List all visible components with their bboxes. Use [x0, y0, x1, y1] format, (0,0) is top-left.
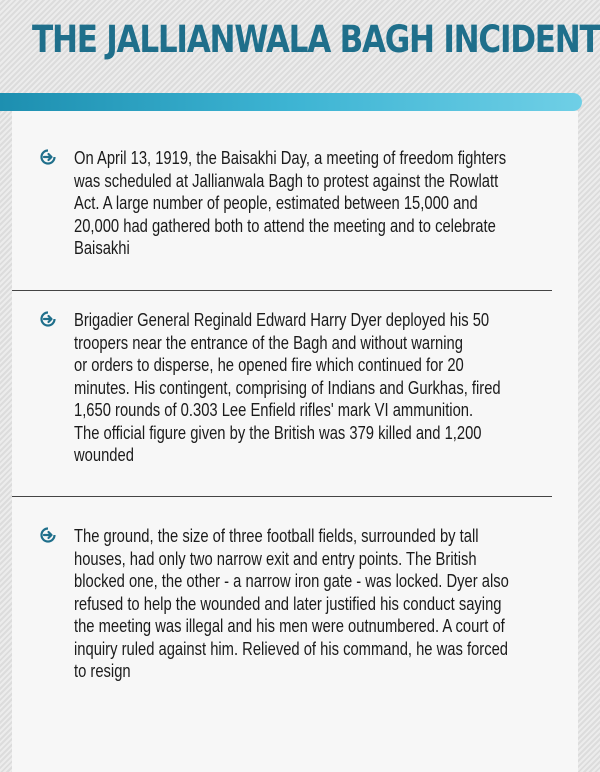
bullet-item [12, 147, 600, 260]
text-line: Brigadier General Reginald Edward Harry Dyer deployed his 50 [74, 310, 490, 330]
text-line: blocked one, the other - a narrow iron gate - was locked. Dyer also [74, 571, 509, 591]
section-divider [12, 496, 552, 497]
text-line: inquiry ruled against him. Relieved of his command, he was forced [74, 638, 508, 659]
text-line: houses, had only two narrow exit and entry points. The British [74, 548, 477, 569]
section-divider [12, 290, 552, 291]
text-line: or orders to disperse, he opened fire which continued for 20 [74, 355, 464, 375]
accent-bar [0, 93, 582, 111]
arrow-circle-right-icon [40, 527, 56, 543]
header [0, 0, 600, 92]
content-panel [12, 111, 578, 772]
text-line: Baisakhi [74, 238, 130, 258]
arrow-circle-right-icon [40, 149, 56, 165]
text-line: 20,000 had gathered both to attend the meeting and to celebrate [74, 215, 496, 236]
text-line: 1,650 rounds of 0.303 Lee Enfield rifles' mark VI ammunition. [74, 400, 474, 420]
text-line: troopers near the entrance of the Bagh and without warning [74, 332, 463, 353]
text-line: Act. A large number of people, estimated between 15,000 and [74, 193, 478, 213]
bullet-text [74, 147, 566, 260]
text-line: the meeting was illegal and his men were outnumbered. A court of [74, 616, 505, 636]
text-line: The ground, the size of three football fields, surrounded by tall [74, 526, 479, 546]
text-line: The official figure given by the British was 379 killed and 1,200 [74, 422, 482, 443]
bullet-item [12, 525, 600, 683]
bullet-item [12, 309, 600, 467]
text-line: refused to help the wounded and later justified his conduct saying [74, 593, 502, 614]
text-line: wounded [74, 445, 134, 465]
text-line: On April 13, 1919, the Baisakhi Day, a meeting of freedom fighters [74, 148, 507, 168]
bullet-text [74, 309, 566, 467]
text-line: to resign [74, 661, 131, 681]
arrow-circle-right-icon [40, 311, 56, 327]
page-title: THE JALLIANWALA BAGH INCIDENT [32, 18, 600, 61]
text-line: was scheduled at Jallianwala Bagh to protest against the Rowlatt [74, 170, 499, 191]
text-line: minutes. His contingent, comprising of Indians and Gurkhas, fired [74, 377, 501, 398]
bullet-text [74, 525, 566, 683]
